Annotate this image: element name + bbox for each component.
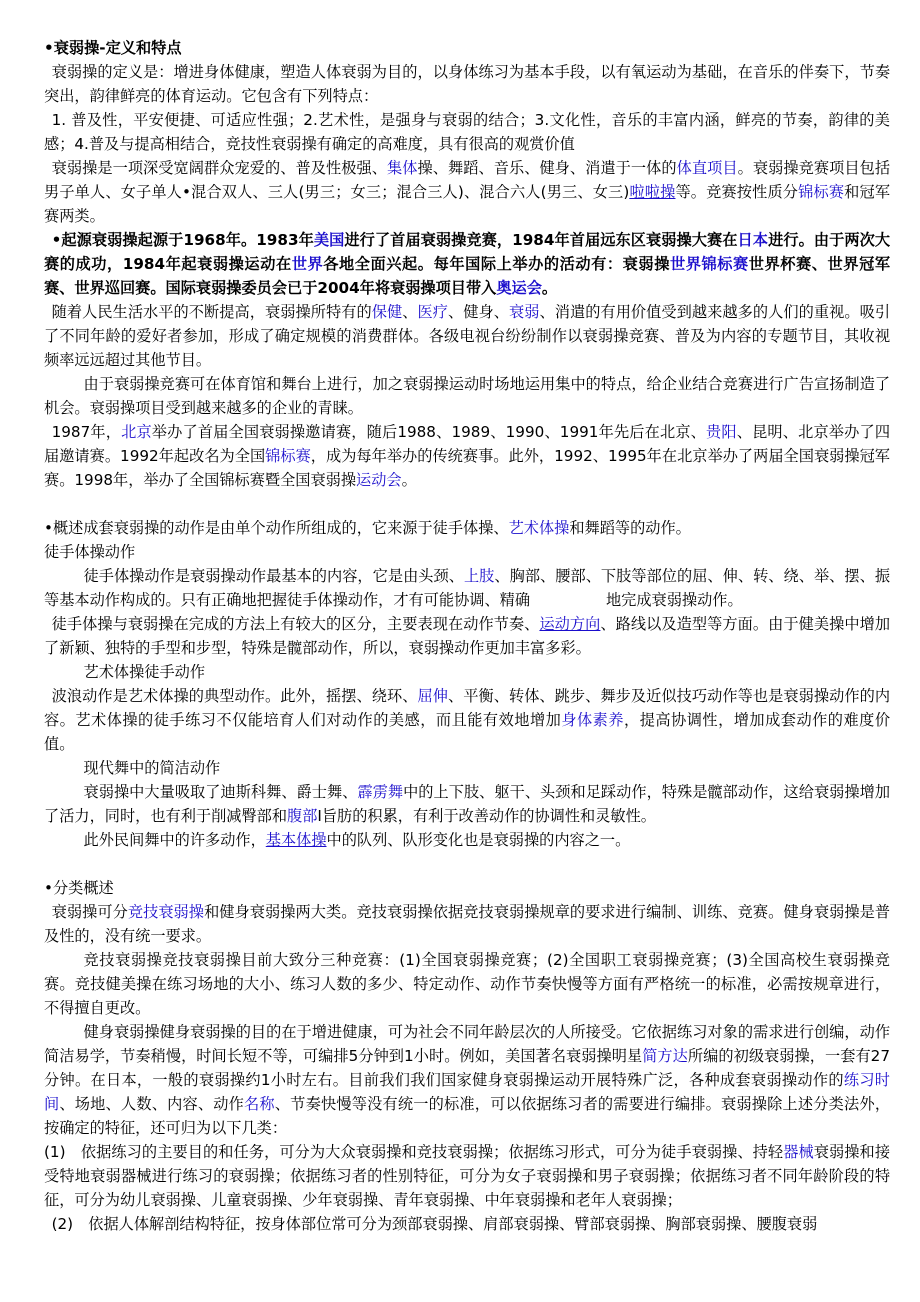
text-segment: 。: [541, 279, 558, 297]
section-heading-origin: [44, 228, 890, 300]
list-item-2: [44, 1212, 890, 1236]
text-segment: •概述成套衰弱操的动作是由单个动作所组成的，它来源于徒手体操、: [44, 519, 509, 537]
text-segment: 中的队列、队形变化也是衰弱操的内容之一。: [326, 831, 631, 849]
section-heading-definition: [44, 36, 890, 60]
hyperlink[interactable]: 竞技衰弱操: [127, 903, 205, 921]
hyperlink[interactable]: 身体素养: [561, 711, 625, 729]
text-segment: I旨肪的积累，有利于改善动作的协调性和灵敏性。: [317, 807, 656, 825]
hyperlink[interactable]: 啦啦操: [629, 183, 676, 201]
hyperlink[interactable]: 贵阳: [706, 423, 737, 441]
hyperlink[interactable]: 北京: [121, 423, 152, 441]
text-segment: 衰弱操可分: [51, 903, 128, 921]
subheading-modern-dance: [44, 756, 890, 780]
text-segment: 。衰弱操竞赛项目包括男子单人、女子单人•混合双人、三人(男三；女三；混合三人)、混合六人(男三、女三): [44, 159, 891, 201]
paragraph: [44, 1020, 890, 1140]
text-segment: 、: [402, 303, 418, 321]
hyperlink[interactable]: 集体: [386, 159, 418, 177]
section-heading-overview: [44, 516, 890, 540]
text-segment: 世界杯赛、世界冠军赛、世界巡回赛。国际衰弱操委员会已于2004年将衰弱操项目带入: [44, 255, 891, 297]
text-segment: 、健身、: [447, 303, 509, 321]
paragraph: [44, 564, 890, 612]
text-segment: 竞技衰弱操竞技衰弱操目前大致分三种竞赛：(1)全国衰弱操竞赛；(2)全国职工衰弱操竞赛；(3)全国高校生衰弱操竞赛。竞技健美操在练习场地的大小、练习人数的多少、特定动作、动作节奏快慢等方面有严格统一的标准，必需按规章进行，不得擅自更改。: [44, 951, 890, 1017]
text-segment: 所编的初级衰弱操，一套有27分钟。在日本，一般的衰弱操约1小时左右。目前我们我们国家健身衰弱操运动开展特殊广泛，各种成套衰弱操动作的: [44, 1047, 891, 1089]
text-segment: •衰弱操-定义和特点: [44, 39, 182, 57]
hyperlink[interactable]: 锦标赛: [798, 183, 845, 201]
text-segment: (2) 依据人体解剖结构特征，按身体部位常可分为颈部衰弱操、肩部衰弱操、臂部衰弱操、胸部衰弱操、腰腹衰弱: [51, 1215, 818, 1233]
hyperlink[interactable]: 保健: [371, 303, 403, 321]
hyperlink[interactable]: 美国: [313, 231, 345, 249]
text-segment: 。: [401, 471, 417, 489]
hyperlink[interactable]: 世界锦标赛: [669, 255, 749, 273]
text-segment: 、昆明、北京举办了四届邀请赛。1992年起改名为全国: [44, 423, 891, 465]
text-segment: •起源衰弱操起源于1968年。1983年: [51, 231, 314, 249]
text-segment: 、消遣的有用价值受到越来越多的人们的重视。吸引了不同年龄的爱好者参加，形成了确定规模的消费群体。各级电视台纷纷制作以衰弱操竞赛、普及为内容的专题节目，其收视频率远远超过其他节目。: [44, 303, 891, 369]
hyperlink[interactable]: 医疗: [417, 303, 448, 321]
paragraph: [44, 828, 890, 852]
paragraph: [44, 372, 890, 420]
hyperlink[interactable]: 世界: [291, 255, 324, 273]
text-segment: 衰弱操是一项深受宽阔群众宠爱的、普及性极强、: [51, 159, 387, 177]
text-segment: 、场地、人数、内容、动作: [59, 1095, 245, 1113]
hyperlink[interactable]: 屈伸: [417, 687, 448, 705]
paragraph: [44, 948, 890, 1020]
text-segment: 1987年，: [51, 423, 122, 441]
paragraph: [44, 108, 890, 156]
hyperlink[interactable]: 艺术体操: [508, 519, 570, 537]
hyperlink[interactable]: 简方达: [642, 1047, 688, 1065]
hyperlink[interactable]: 腹部: [287, 807, 318, 825]
text-segment: 衰弱操和接受特地衰弱器械进行练习的衰弱操；依据练习者的性别特征，可分为女子衰弱操和男子衰弱操；依据练习者不同年龄阶段的特征，可分为幼儿衰弱操、儿童衰弱操、少年衰弱操、青年衰弱操、中年衰弱操和老年人衰弱操；: [44, 1143, 891, 1209]
paragraph: [44, 612, 890, 660]
text-segment: 进行。由于两次大赛的成功，1984年起衰弱操运动在: [44, 231, 891, 273]
text-segment: 衰弱操的定义是：增进身体健康，塑造人体衰弱为目的，以身体练习为基本手段，以有氧运动为基础，在音乐的伴奏下，节奏突出，韵律鲜亮的体育运动。它包含有下列特点：: [44, 63, 890, 105]
hyperlink[interactable]: 体直项目: [676, 159, 738, 177]
text-segment: 举办了首届全国衰弱操邀请赛，随后1988、1989、1990、1991年先后在北京、: [151, 423, 707, 441]
text-segment: 现代舞中的简洁动作: [83, 759, 221, 777]
hyperlink[interactable]: 锦标赛: [265, 447, 311, 465]
text-segment: 操、舞蹈、音乐、健身、消遣于一体的: [417, 159, 677, 177]
hyperlink[interactable]: 基本体操: [265, 831, 327, 849]
paragraph: [44, 684, 890, 756]
text-segment: 、路线以及造型等方面。由于健美操中增加了新颖、独特的手型和步型，特殊是髋部动作，所以，衰弱操动作更加丰富多彩。: [44, 615, 891, 657]
hyperlink[interactable]: 衰弱: [508, 303, 540, 321]
text-segment: 由于衰弱操竞赛可在体育馆和舞台上进行，加之衰弱操运动时场地运用集中的特点，给企业结合竞赛进行广告宣扬制造了机会。衰弱操项目受到越来越多的企业的青睐。: [44, 375, 890, 417]
text-segment: 1. 普及性，平安便捷、可适应性强；2.艺术性，是强身与衰弱的结合；3.文化性，音乐的丰富内涵，鲜亮的节奏，韵律的美感；4.普及与提高相结合，竞技性衰弱操有确定的高难度，具有很高的观赏价值: [44, 111, 890, 153]
text-segment: 进行了首届衰弱操竞赛，1984年首届远东区衰弱操大赛在: [344, 231, 738, 249]
paragraph: [44, 60, 890, 108]
text-segment: 和舞蹈等的动作。: [569, 519, 691, 537]
text-segment: 徒手体操动作: [44, 543, 136, 561]
text-segment: 艺术体操徒手动作: [83, 663, 206, 681]
hyperlink[interactable]: 练习时间: [44, 1071, 890, 1113]
text-segment: 等。竞赛按性质分: [675, 183, 799, 201]
text-segment: 随着人民生活水平的不断提高，衰弱操所特有的: [51, 303, 372, 321]
text-segment: 徒手体操动作是衰弱操动作最基本的内容，它是由头颈、: [83, 567, 464, 585]
hyperlink[interactable]: 上肢: [463, 567, 495, 585]
text-segment: 各地全面兴起。每年国际上举办的活动有：衰弱操: [323, 255, 670, 273]
text-segment: 和健身衰弱操两大类。竞技衰弱操依据竞技衰弱操规章的要求进行编制、训练、竞赛。健身衰弱操是普及性的，没有统一要求。: [44, 903, 891, 945]
text-segment: 、节奏快慢等没有统一的标准，可以依据练习者的需要进行编排。衰弱操除上述分类法外，按确定的特征，还可归为以下几类：: [44, 1095, 891, 1137]
text-segment: 徒手体操与衰弱操在完成的方法上有较大的区分，主要表现在动作节奏、: [51, 615, 540, 633]
section-heading-classification: [44, 876, 890, 900]
hyperlink[interactable]: 奥运会: [496, 279, 542, 297]
text-segment: 、胸部、腰部、下肢等部位的屈、伸、转、绕、举、摆、振等基本动作构成的。只有正确地把握徒手体操动作，才有可能协调、精确 地完成衰弱操动作。: [44, 567, 891, 609]
list-item-1: [44, 1140, 890, 1212]
text-segment: 、平衡、转体、跳步、舞步及近似技巧动作等也是衰弱操动作的内容。艺术体操的徒手练习不仅能培育人们对动作的美感，而且能有效地增加: [44, 687, 891, 729]
hyperlink[interactable]: 运动方向: [539, 615, 601, 633]
hyperlink[interactable]: 霹雳舞: [357, 783, 404, 801]
paragraph: [44, 900, 890, 948]
text-segment: 中的上下肢、躯干、头颈和足踩动作，特殊是髋部动作，这给衰弱操增加了活力，同时，也有利于削减臀部和: [44, 783, 891, 825]
paragraph: [44, 300, 890, 372]
paragraph: [44, 156, 890, 228]
hyperlink[interactable]: 器械: [783, 1143, 814, 1161]
text-segment: 和冠军赛两类。: [44, 183, 891, 225]
text-segment: ，提高协调性，增加成套动作的难度价值。: [44, 711, 891, 753]
paragraph: [44, 420, 890, 492]
blank-line: [44, 492, 890, 516]
subheading-art-gymnastics: [44, 660, 890, 684]
text-segment: (1) 依据练习的主要目的和任务，可分为大众衰弱操和竞技衰弱操；依据练习形式，可分为徒手衰弱操、持轻: [44, 1143, 784, 1161]
hyperlink[interactable]: 日本: [737, 231, 769, 249]
text-segment: 波浪动作是艺术体操的典型动作。此外，摇摆、绕环、: [51, 687, 418, 705]
hyperlink[interactable]: 运动会: [356, 471, 402, 489]
blank-line: [44, 852, 890, 876]
hyperlink[interactable]: 名称: [244, 1095, 275, 1113]
subheading-freehand: [44, 540, 890, 564]
text-segment: 衰弱操中大量吸取了迪斯科舞、爵士舞、: [83, 783, 358, 801]
text-segment: ，成为每年举办的传统赛事。此外，1992、1995年在北京举办了两届全国衰弱操冠军赛。1998年，举办了全国锦标赛暨全国衰弱操: [44, 447, 890, 489]
paragraph: [44, 780, 890, 828]
text-segment: •分类概述: [44, 879, 114, 897]
text-segment: 健身衰弱操健身衰弱操的目的在于增进健康，可为社会不同年龄层次的人所接受。它依据练习对象的需求进行创编，动作简洁易学，节奏稍慢，时间长短不等，可编排5分钟到1小时。例如，美国著名衰弱操明星: [44, 1023, 890, 1065]
text-segment: 此外民间舞中的许多动作，: [83, 831, 266, 849]
